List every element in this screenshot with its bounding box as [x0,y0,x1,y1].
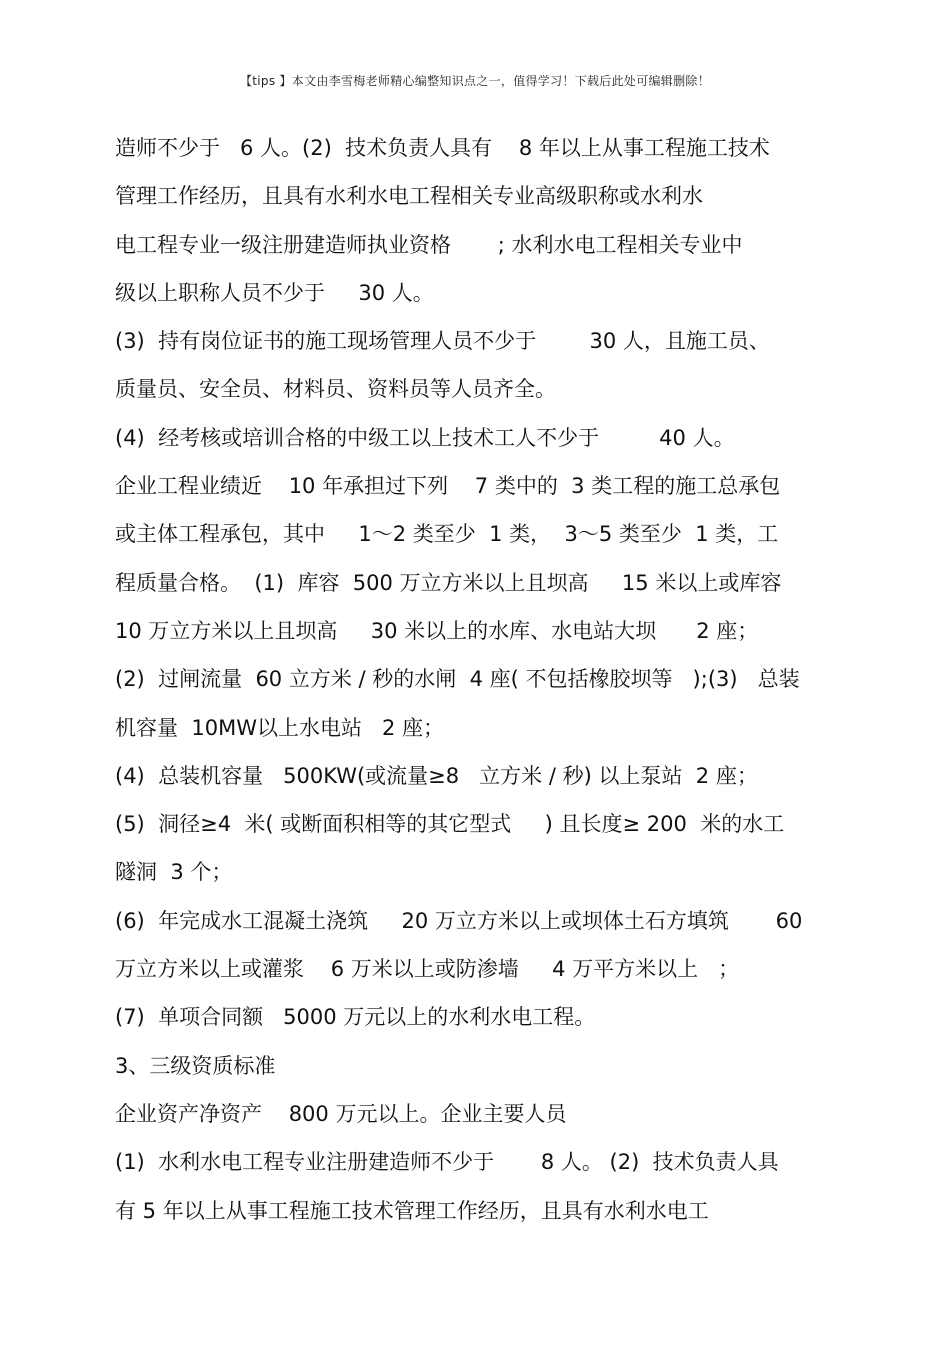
text-line: (4) 总装机容量 500KW(或流量≥8 立方米 / 秒) 以上泵站 2 座； [115,763,758,788]
text-line: (3) 持有岗位证书的施工现场管理人员不少于 30 人，且施工员、 [115,329,770,354]
text-line: (4) 经考核或培训合格的中级工以上技术工人不少于 40 人。 [115,425,735,450]
text-line: 万立方米以上或灌浆 6 万米以上或防渗墙 4 万平方米以上 ； [115,957,740,982]
text-line: (6) 年完成水工混凝土浇筑 20 万立方米以上或坝体土石方填筑 60 [115,908,803,933]
text-line: 质量员、安全员、材料员、资料员等人员齐全。 [115,377,556,402]
text-line: (5) 洞径≥4 米( 或断面积相等的其它型式 ) 且长度≥ 200 米的水工 [115,812,785,837]
text-line: 级以上职称人员不少于 30 人。 [115,280,434,305]
text-line: 有 5 年以上从事工程施工技术管理工作经历，且具有水利水电工 [115,1198,709,1223]
text-line: 程质量合格。 (1) 库容 500 万立方米以上且坝高 15 米以上或库容 [115,570,782,595]
text-line: (2) 过闸流量 60 立方米 / 秒的水闸 4 座( 不包括橡胶坝等 );(3) 总装 [115,667,800,692]
text-line: 企业资产净资产 800 万元以上。企业主要人员 [115,1101,567,1126]
text-line: (1) 水利水电工程专业注册建造师不少于 8 人。 (2) 技术负责人具 [115,1150,779,1175]
document-body [115,124,835,1235]
text-line: 电工程专业一级注册建造师执业资格 ; 水利水电工程相关专业中 [115,232,743,257]
text-line: 造师不少于 6 人。(2) 技术负责人具有 8 年以上从事工程施工技术 [115,136,770,160]
text-line: 机容量 10MW以上水电站 2 座； [115,715,445,740]
text-line: 或主体工程承包，其中 1～2 类至少 1 类， 3～5 类至少 1 类，工 [115,522,779,547]
text-line: (7) 单项合同额 5000 万元以上的水利水电工程。 [115,1005,596,1030]
section-heading: 3、三级资质标准 [115,1053,276,1078]
text-line: 隧洞 3 个； [115,860,233,885]
text-line: 企业工程业绩近 10 年承担过下列 7 类中的 3 类工程的施工总承包 [115,474,781,499]
tips-header: 【tips 】本文由李雪梅老师精心编整知识点之一，值得学习！下载后此处可编辑删除！ [239,74,711,88]
text-line: 管理工作经历，且具有水利水电工程相关专业高级职称或水利水 [115,184,703,209]
text-line: 10 万立方米以上且坝高 30 米以上的水库、水电站大坝 2 座； [115,618,759,643]
